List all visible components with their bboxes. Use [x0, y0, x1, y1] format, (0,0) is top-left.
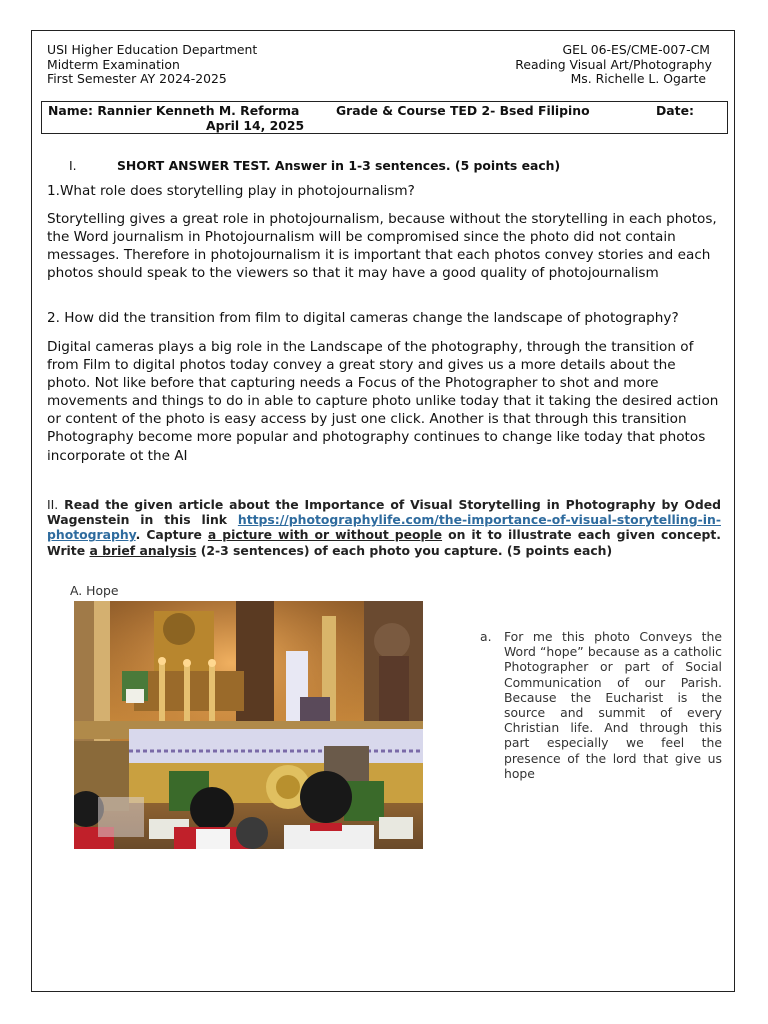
section2-underline-1: a picture with or without people	[207, 527, 443, 543]
header-instructor: Ms. Richelle L. Ogarte	[570, 71, 706, 86]
header-course-code: GEL 06-ES/CME-007-CM	[562, 42, 710, 57]
grade-course: Grade & Course TED 2- Bsed Filipino	[336, 103, 590, 118]
hope-photo	[74, 601, 423, 849]
section2-text-3: on it to illustrate each given concept. Write	[47, 527, 721, 558]
section2-text-2: . Capture	[135, 527, 202, 543]
header-left	[47, 43, 257, 87]
section1-title: SHORT ANSWER TEST. Answer in 1-3 sentences. (5 points each)	[117, 158, 561, 173]
section2-instructions	[47, 497, 721, 558]
section2-underline-2: a brief analysis	[89, 542, 197, 558]
header-course-title: Reading Visual Art/Photography	[515, 56, 712, 72]
section1-number: I.	[69, 158, 77, 173]
date-value: April 14, 2025	[206, 118, 305, 133]
section2-text-4: (2-3 sentences) of each photo you capture. (5 points each)	[200, 542, 613, 558]
student-name: Name: Rannier Kenneth M. Reforma	[48, 103, 300, 118]
question-1: 1.What role does storytelling play in photojournalism?	[47, 183, 415, 199]
section1-heading	[69, 158, 560, 173]
header-department: USI Higher Education Department	[47, 42, 258, 57]
answer-2: Digital cameras plays a big role in the Landscape of the photography, through the transition of from Film to digital photos today convey a great story and gives us a more details about the photo. Not like before that capturing needs a Focus of the Photographer to shot and more movements and things to do in able to capture photo unlike today that it taking the desired action or content of the photo is easy access by just one click. Another is that through this transition Photography become more popular and photography continues to change like today that photos incorporate ot the AI	[47, 339, 719, 464]
section2-number: II.	[47, 497, 59, 512]
analysis-marker: a.	[480, 629, 492, 644]
question-2: 2. How did the transition from film to digital cameras change the landscape of photography?	[47, 310, 679, 326]
student-info-box	[41, 101, 728, 134]
header-right	[515, 43, 712, 87]
exam-page	[31, 30, 735, 992]
photo-analysis	[480, 629, 722, 781]
header-exam: Midterm Examination	[47, 56, 180, 72]
header-semester: First Semester AY 2024-2025	[47, 71, 227, 86]
article-link[interactable]: https://photographylife.com/the-importance-of-visual-storytelling-in-photography	[47, 512, 721, 543]
date-label: Date:	[656, 103, 694, 118]
answer-1: Storytelling gives a great role in photojournalism, because without the storytelling in each photos, the Word journalism in Photojournalism will be compromised since the photo did not contain messages. Therefore in photojournalism it is important that each photos convey stories and each photos should speak to the viewers so that it may have a good quality of photojournalism	[47, 211, 717, 282]
section2-text-1: Read the given article about the Importance of Visual Storytelling in Photography by Oded Wagenstein in this link	[47, 497, 721, 528]
analysis-text: For me this photo Conveys the Word “hope” because as a catholic Photographer or part of Social Communication of our Parish. Because the Eucharist is the source and summit of every Christian life. And through this part especially we feel the presence of the lord that give us hope	[504, 629, 722, 781]
item-a-label: A. Hope	[70, 583, 119, 598]
